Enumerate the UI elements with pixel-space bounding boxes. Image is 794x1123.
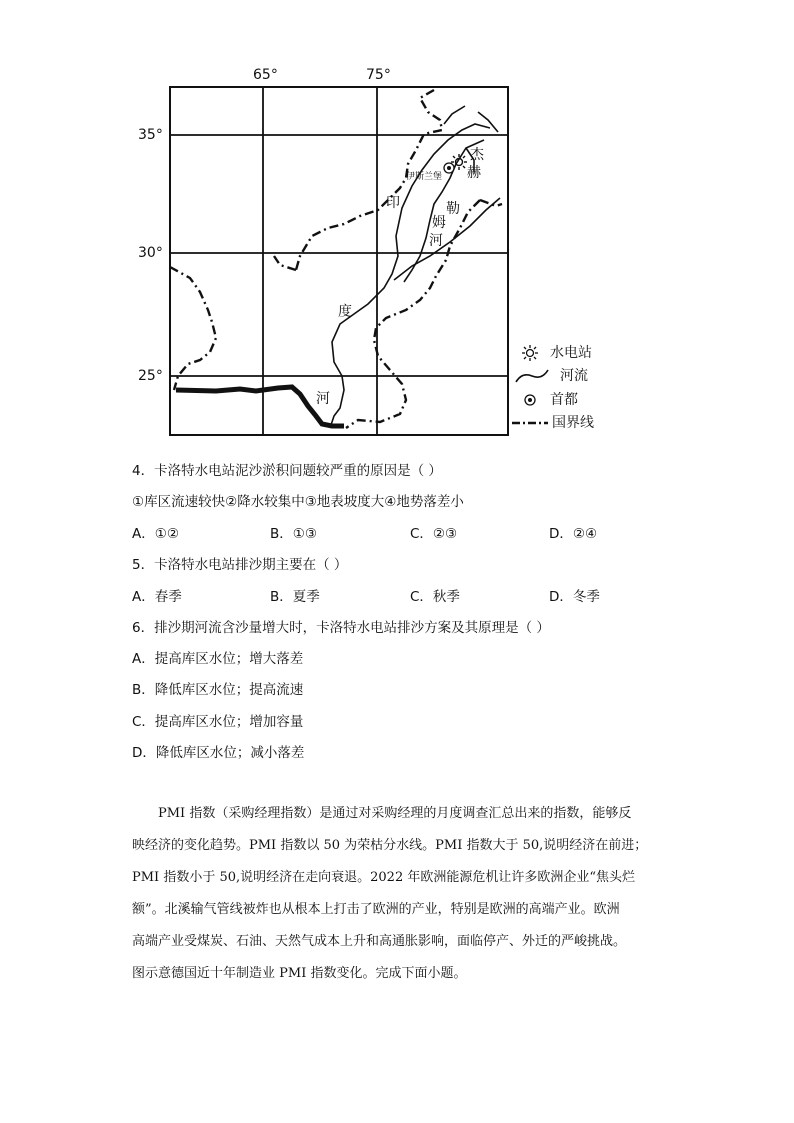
map-frame (170, 87, 508, 435)
legend-capital-icon (525, 395, 535, 405)
legend-sun-icon (522, 345, 538, 361)
legend-label-border: 国界线 (552, 415, 594, 431)
question-6-stem: 6．排沙期河流含沙量增大时，卡洛特水电站排沙方案及其原理是（ ） (132, 620, 550, 636)
passage-line: 映经济的变化趋势。PMI 指数以 50 为荣枯分水线。PMI 指数大于 50,说明经济在前进； (132, 838, 648, 853)
question-5-option-c[interactable]: C．秋季 (410, 589, 460, 605)
question-6-option-d[interactable]: D．降低库区水位；减小落差 (132, 745, 305, 761)
question-5-option-d[interactable]: D．冬季 (549, 589, 600, 605)
station-label-1: 杰 (470, 147, 484, 163)
jhelum-label-2: 姆 (432, 215, 446, 231)
question-4-stem: 4．卡洛特水电站泥沙淤积问题较严重的原因是（ ） (132, 463, 442, 479)
lon-label-65: 65° (253, 67, 278, 83)
jhelum-label-1: 勒 (446, 201, 460, 217)
question-4-option-b[interactable]: B．①③ (270, 526, 317, 542)
passage-line: 图示意德国近十年制造业 PMI 指数变化。完成下面小题。 (132, 966, 467, 981)
legend-label-river: 河流 (560, 368, 588, 384)
question-6-option-a[interactable]: A．提高库区水位；增大落差 (132, 651, 304, 667)
pakistan-map (130, 60, 620, 450)
question-5-stem: 5．卡洛特水电站排沙期主要在（ ） (132, 557, 348, 573)
passage-line: PMI 指数小于 50,说明经济在走向衰退。2022 年欧洲能源危机让许多欧洲企业“焦头烂 (132, 870, 635, 885)
legend-river-icon (516, 370, 548, 382)
question-4-option-a[interactable]: A．①② (132, 526, 179, 542)
passage-line: 额”。北溪输气管线被炸也从根本上打击了欧洲的产业，特别是欧洲的高端产业。欧洲 (132, 902, 620, 917)
passage-line: 高端产业受煤炭、石油、天然气成本上升和高通胀影响，面临停产、外迁的严峻挑战。 (132, 934, 627, 949)
lat-label-35: 35° (138, 127, 163, 143)
question-4-option-d[interactable]: D．②④ (549, 526, 598, 542)
indus-label-2: 度 (338, 304, 352, 320)
legend-label-hydro: 水电站 (550, 345, 592, 361)
passage-line: PMI 指数（采购经理指数）是通过对采购经理的月度调查汇总出来的指数，能够反 (132, 806, 632, 821)
lat-label-30: 30° (138, 245, 163, 261)
question-6-option-c[interactable]: C．提高库区水位；增加容量 (132, 714, 304, 730)
lon-label-75: 75° (366, 67, 391, 83)
map-graphic (130, 60, 620, 450)
national-border (170, 90, 502, 428)
question-6-option-b[interactable]: B．降低库区水位；提高流速 (132, 682, 304, 698)
question-4-option-c[interactable]: C．②③ (410, 526, 458, 542)
indus-label-3: 河 (316, 391, 330, 407)
station-label-2: 赫 (467, 165, 481, 181)
legend-label-capital: 首都 (550, 392, 578, 408)
question-5-option-b[interactable]: B．夏季 (270, 589, 320, 605)
jhelum-label-3: 河 (429, 233, 443, 249)
indus-label-1: 印 (386, 195, 400, 211)
lat-label-25: 25° (138, 368, 163, 384)
capital-label: 伊斯兰堡 (406, 172, 443, 182)
question-5-option-a[interactable]: A．春季 (132, 589, 182, 605)
capital-marker (444, 163, 454, 173)
pmi-passage (132, 798, 672, 990)
question-4-statements: ①库区流速较快②降水较集中③地表坡度大④地势落差小 (132, 494, 464, 510)
